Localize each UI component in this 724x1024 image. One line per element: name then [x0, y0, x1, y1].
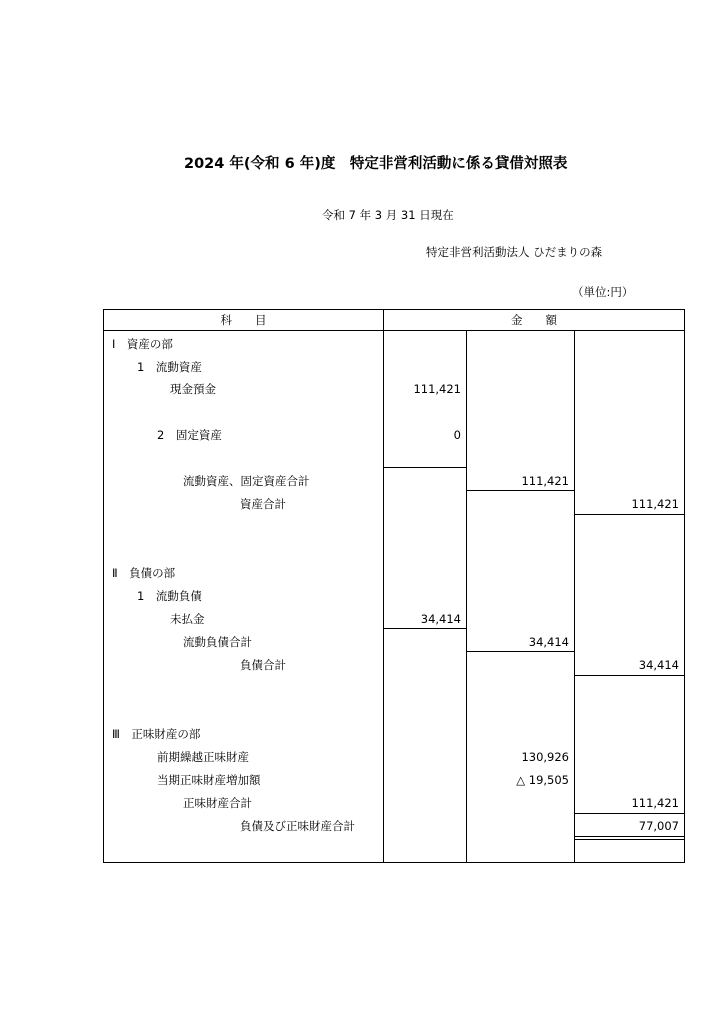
current-liabilities-total-value: 34,414 — [528, 635, 569, 649]
assets-subtotal-value: 111,421 — [521, 474, 569, 488]
header-amount: 金 額 — [511, 313, 557, 327]
net-assets-section-heading: Ⅲ 正味財産の部 — [112, 727, 201, 741]
fixed-assets-value: 0 — [453, 428, 461, 442]
current-liabilities-heading: 1 流動負債 — [137, 589, 202, 603]
assets-total-label: 資産合計 — [240, 497, 286, 511]
page-title: 2024 年(令和 6 年)度 特定非営利活動に係る貸借対照表 — [184, 156, 568, 172]
net-assets-total-label: 正味財産合計 — [183, 796, 252, 810]
grand-total-value: 77,007 — [638, 819, 679, 833]
unpaid-value: 34,414 — [420, 612, 461, 626]
net-assets-increase-value: △ 19,505 — [516, 773, 569, 787]
grand-total-label: 負債及び正味財産合計 — [240, 819, 355, 833]
assets-section-heading: Ⅰ 資産の部 — [112, 337, 173, 351]
liabilities-total-value: 34,414 — [638, 658, 679, 672]
liabilities-section-heading: Ⅱ 負債の部 — [112, 566, 176, 580]
prior-net-assets-label: 前期繰越正味財産 — [157, 750, 249, 764]
current-assets-heading: 1 流動資産 — [137, 360, 202, 374]
current-liabilities-total-label: 流動負債合計 — [183, 635, 252, 649]
net-assets-increase-label: 当期正味財産増加額 — [157, 773, 261, 787]
fixed-assets-label: 2 固定資産 — [157, 428, 222, 442]
assets-subtotal-label: 流動資産、固定資産合計 — [183, 474, 310, 488]
organization-name: 特定非営利活動法人 ひだまりの森 — [426, 245, 603, 259]
unpaid-label: 未払金 — [170, 612, 205, 626]
liabilities-total-label: 負債合計 — [240, 658, 286, 672]
as-of-date: 令和 7 年 3 月 31 日現在 — [322, 208, 454, 222]
unit-label: （単位:円） — [572, 285, 634, 299]
header-item: 科 目 — [220, 313, 267, 327]
cash-deposits-label: 現金預金 — [170, 382, 216, 396]
cash-deposits-value: 111,421 — [413, 382, 461, 396]
prior-net-assets-value: 130,926 — [521, 750, 569, 764]
assets-total-value: 111,421 — [631, 497, 679, 511]
net-assets-total-value: 111,421 — [631, 796, 679, 810]
